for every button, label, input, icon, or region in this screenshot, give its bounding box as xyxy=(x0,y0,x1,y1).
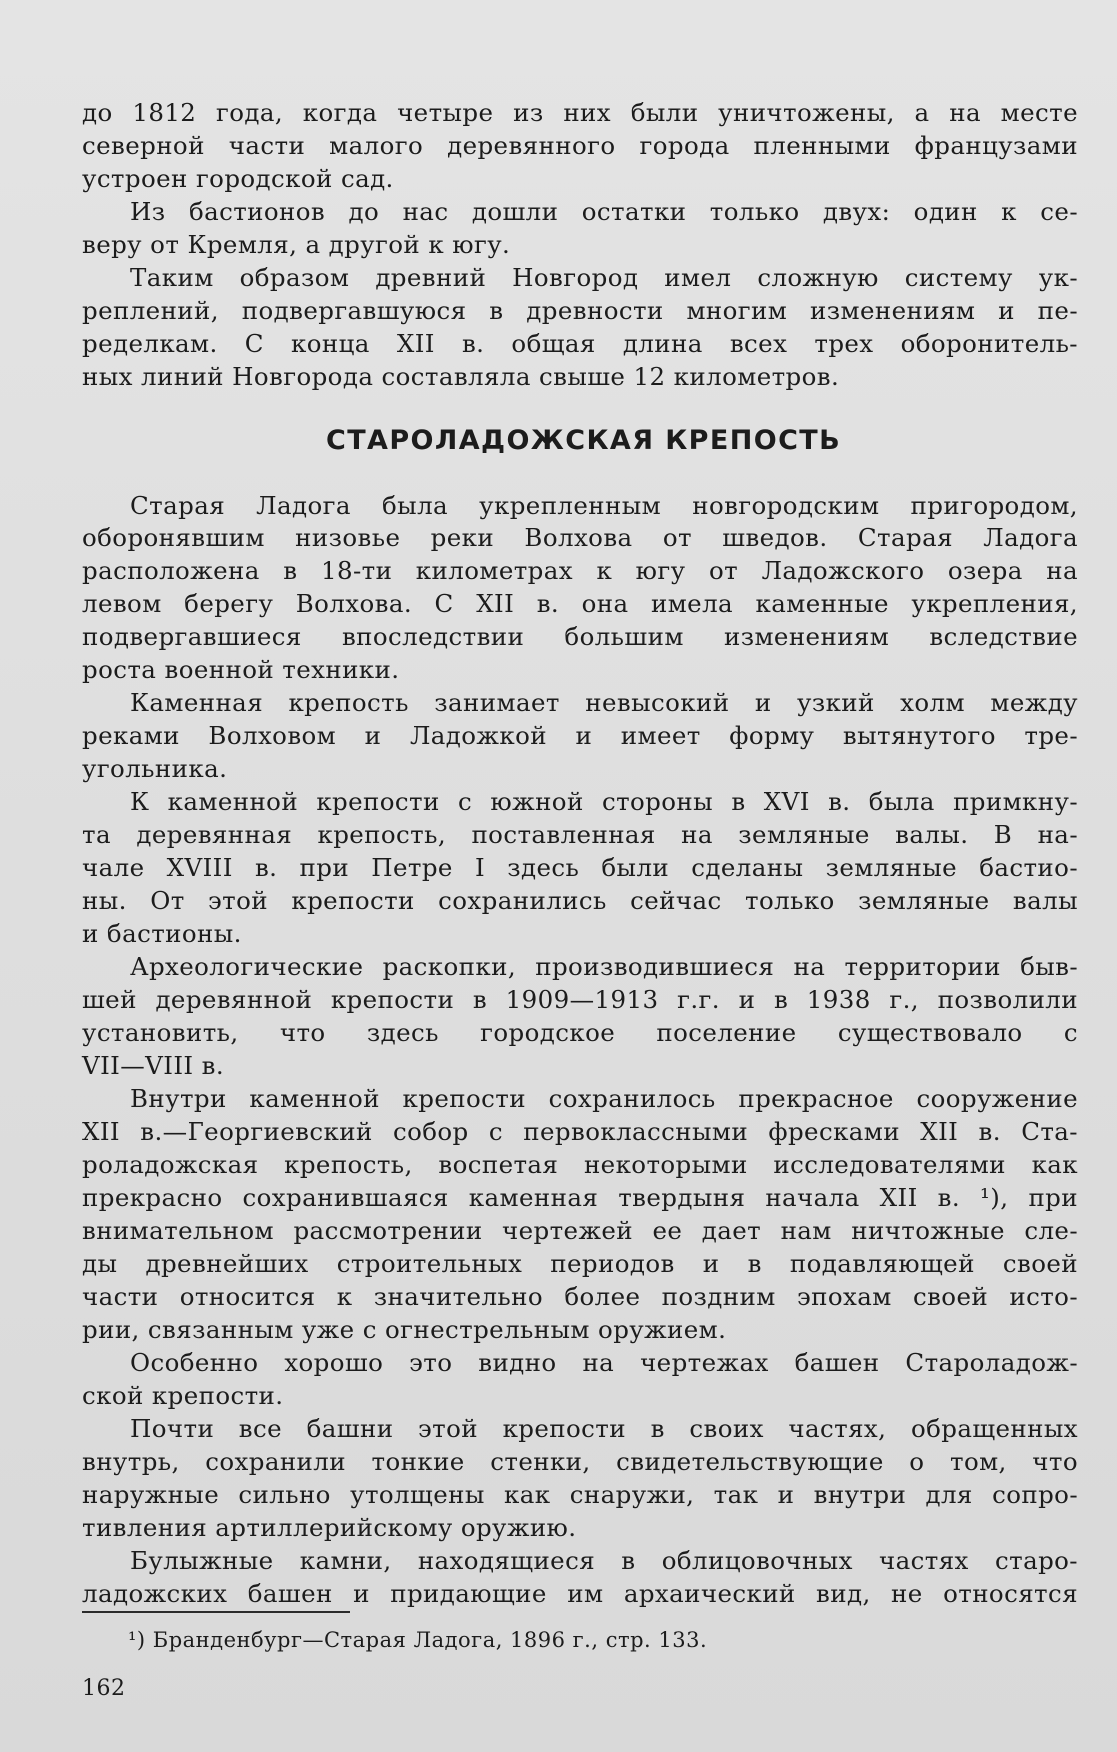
text-line: VII—VIII в. xyxy=(82,1051,225,1080)
text-line: северной части малого деревянного города пленными французами xyxy=(82,131,1078,160)
text-line: угольника. xyxy=(82,754,228,783)
section-heading: СТАРОЛАДОЖСКАЯ КРЕПОСТЬ xyxy=(326,425,842,456)
text-line: до 1812 года, когда четыре из них были уничтожены, а на месте xyxy=(82,98,1078,127)
text-line: XII в.—Георгиевский собор с первоклассными фресками XII в. Ста- xyxy=(82,1117,1078,1146)
text-line: внутрь, сохранили тонкие стенки, свидетельствующие о том, что xyxy=(82,1447,1078,1476)
text-line: тивления артиллерийскому оружию. xyxy=(82,1513,577,1542)
text-line: реками Волховом и Ладожкой и имеет форму вытянутого тре- xyxy=(82,721,1078,750)
text-line: устроен городской сад. xyxy=(82,164,394,193)
text-line: веру от Кремля, а другой к югу. xyxy=(82,230,511,259)
text-line: установить, что здесь городское поселение существовало с xyxy=(82,1018,1078,1047)
text-line: Внутри каменной крепости сохранилось прекрасное сооружение xyxy=(130,1084,1078,1113)
text-line: чале XVIII в. при Петре I здесь были сделаны земляные бастио- xyxy=(82,853,1078,882)
footnote: ¹) Бранденбург—Старая Ладога, 1896 г., стр. 133. xyxy=(128,1628,708,1652)
text-line: наружные сильно утолщены как снаружи, так и внутри для сопро- xyxy=(82,1480,1078,1509)
text-line: К каменной крепости с южной стороны в XVI в. была примкну- xyxy=(130,787,1078,816)
text-line: ных линий Новгорода составляла свыше 12 километров. xyxy=(82,362,840,391)
text-line: подвергавшиеся впоследствии большим изменениям вследствие xyxy=(82,622,1078,651)
text-line: шей деревянной крепости в 1909—1913 г.г. и в 1938 г., позволили xyxy=(82,985,1078,1014)
text-line: Археологические раскопки, производившиеся на территории быв- xyxy=(130,952,1078,981)
text-line: прекрасно сохранившаяся каменная твердыня начала XII в. ¹), при xyxy=(82,1183,1078,1212)
page-number: 162 xyxy=(82,1676,126,1701)
text-line: расположена в 18-ти километрах к югу от Ладожского озера на xyxy=(82,556,1078,585)
text-line: та деревянная крепость, поставленная на земляные валы. В на- xyxy=(82,820,1078,849)
text-line: рии, связанным уже с огнестрельным оружием. xyxy=(82,1315,727,1344)
text-line: оборонявшим низовье реки Волхова от шведов. Старая Ладога xyxy=(82,523,1078,552)
text-line: Булыжные камни, находящиеся в облицовочных частях старо- xyxy=(130,1546,1078,1575)
text-line: Почти все башни этой крепости в своих частях, обращенных xyxy=(130,1414,1078,1443)
text-line: ладожских башен и придающие им архаический вид, не относятся xyxy=(82,1579,1078,1608)
text-line: Из бастионов до нас дошли остатки только двух: один к се- xyxy=(130,197,1078,226)
text-line: Старая Ладога была укрепленным новгородским пригородом, xyxy=(130,491,1078,520)
text-line: ской крепости. xyxy=(82,1381,284,1410)
text-line: реплений, подвергавшуюся в древности многим изменениям и пе- xyxy=(82,296,1078,325)
text-line: Каменная крепость занимает невысокий и узкий холм между xyxy=(130,688,1078,717)
text-line: роста военной техники. xyxy=(82,655,400,684)
text-line: внимательном рассмотрении чертежей ее дает нам ничтожные сле- xyxy=(82,1216,1078,1245)
text-line: ны. От этой крепости сохранились сейчас только земляные валы xyxy=(82,886,1078,915)
text-line: левом берегу Волхова. С XII в. она имела каменные укрепления, xyxy=(82,589,1078,618)
text-line: ды древнейших строительных периодов и в подавляющей своей xyxy=(82,1249,1078,1278)
text-line: Особенно хорошо это видно на чертежах башен Староладож- xyxy=(130,1348,1078,1377)
text-line: и бастионы. xyxy=(82,919,242,948)
text-line: роладожская крепость, воспетая некоторыми исследователями как xyxy=(82,1150,1078,1179)
text-line: ределкам. С конца XII в. общая длина всех трех оборонитель- xyxy=(82,329,1078,358)
text-line: части относится к значительно более поздним эпохам своей исто- xyxy=(82,1282,1078,1311)
footnote-separator xyxy=(82,1611,350,1613)
text-line: Таким образом древний Новгород имел сложную систему ук- xyxy=(130,263,1078,292)
